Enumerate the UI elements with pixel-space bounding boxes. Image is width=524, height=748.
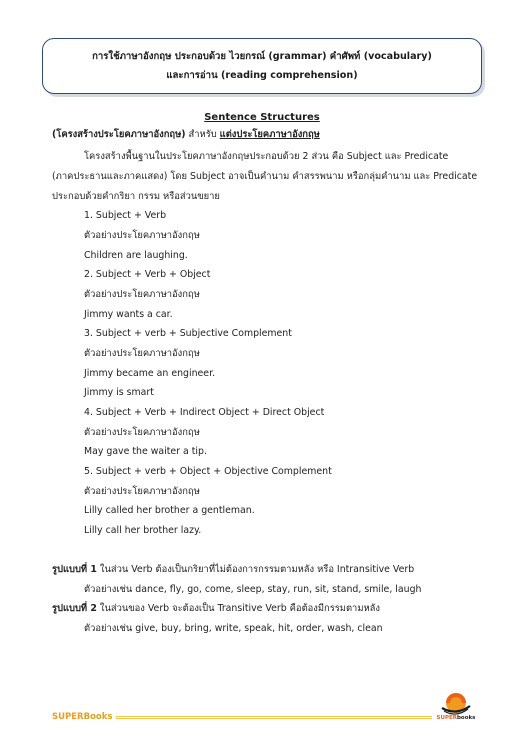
header-line-2: และการอ่าน (reading comprehension) <box>166 70 358 81</box>
pattern-line: ตัวอย่างประโยคภาษาอังกฤษ <box>84 427 200 438</box>
pattern-line: 2. Subject + Verb + Object <box>84 269 211 280</box>
intro-title-bold: (โครงสร้างประโยคภาษาอังกฤษ) <box>52 129 186 140</box>
footer-brand-books: Books <box>83 712 113 722</box>
intro-para-2: (ภาคประธานและภาคแสดง) โดย Subject อาจเป็นคำนาม คำสรรพนาม หรือกลุ่มคำนาม และ Predicate <box>52 171 478 182</box>
pattern-line: ตัวอย่างประโยคภาษาอังกฤษ <box>84 289 200 300</box>
pattern-line: May gave the waiter a tip. <box>84 446 207 457</box>
pattern-line: Jimmy became an engineer. <box>84 368 216 379</box>
pattern-line: Jimmy wants a car. <box>84 309 173 320</box>
intro-title-middle: สำหรับ <box>185 129 220 140</box>
header-box <box>42 38 482 94</box>
section-title: Sentence Structures <box>204 112 320 123</box>
pattern-line: Lilly call her brother lazy. <box>84 525 202 536</box>
pattern-line: ตัวอย่างประโยคภาษาอังกฤษ <box>84 486 200 497</box>
footer-brand-super: SUPER <box>52 712 84 722</box>
intro-para-3: ประกอบด้วยคำกริยา กรรม หรือส่วนขยาย <box>52 191 220 202</box>
pattern-line: ตัวอย่างประโยคภาษาอังกฤษ <box>84 230 200 241</box>
superbooks-logo-icon <box>432 688 480 728</box>
logo-label <box>432 715 480 721</box>
footer-brand <box>52 712 112 722</box>
header-line-1: การใช้ภาษาอังกฤษ ประกอบด้วย ไวยกรณ์ (grammar) คำศัพท์ (vocabulary) <box>92 51 432 62</box>
form-1-example: ตัวอย่างเช่น dance, fly, go, come, sleep, stay, run, sit, stand, smile, laugh <box>84 584 422 595</box>
intro-title-underlined: แต่งประโยคภาษาอังกฤษ <box>219 129 320 140</box>
pattern-line: Lilly called her brother a gentleman. <box>84 505 255 516</box>
intro-para-1: โครงสร้างพื้นฐานในประโยคภาษาอังกฤษประกอบด้วย 2 ส่วน คือ Subject และ Predicate <box>84 151 449 162</box>
pattern-line: 4. Subject + Verb + Indirect Object + Direct Object <box>84 407 325 418</box>
footer-rule <box>116 716 432 719</box>
form-1-text: ในส่วน Verb ต้องเป็นกริยาที่ไม่ต้องการกรรมตามหลัง หรือ Intransitive Verb <box>96 564 415 575</box>
logo-label-super: SUPER <box>436 715 457 721</box>
form-2-text: ในส่วนของ Verb จะต้องเป็น Transitive Verb คือต้องมีกรรมตามหลัง <box>96 603 381 614</box>
pattern-line: 1. Subject + Verb <box>84 210 167 221</box>
pattern-line: Children are laughing. <box>84 250 188 261</box>
form-1 <box>52 563 414 577</box>
pattern-line: 5. Subject + verb + Object + Objective Complement <box>84 466 332 477</box>
intro-title <box>52 128 320 142</box>
pattern-line: 3. Subject + verb + Subjective Complement <box>84 328 292 339</box>
form-2-label: รูปแบบที่ 2 <box>52 603 97 614</box>
pattern-line: ตัวอย่างประโยคภาษาอังกฤษ <box>84 348 200 359</box>
pattern-line: Jimmy is smart <box>84 387 154 398</box>
form-1-label: รูปแบบที่ 1 <box>52 564 97 575</box>
form-2-example: ตัวอย่างเช่น give, buy, bring, write, speak, hit, order, wash, clean <box>84 623 383 634</box>
footer <box>52 710 432 724</box>
form-2 <box>52 602 380 616</box>
logo-label-books: books <box>457 715 476 721</box>
